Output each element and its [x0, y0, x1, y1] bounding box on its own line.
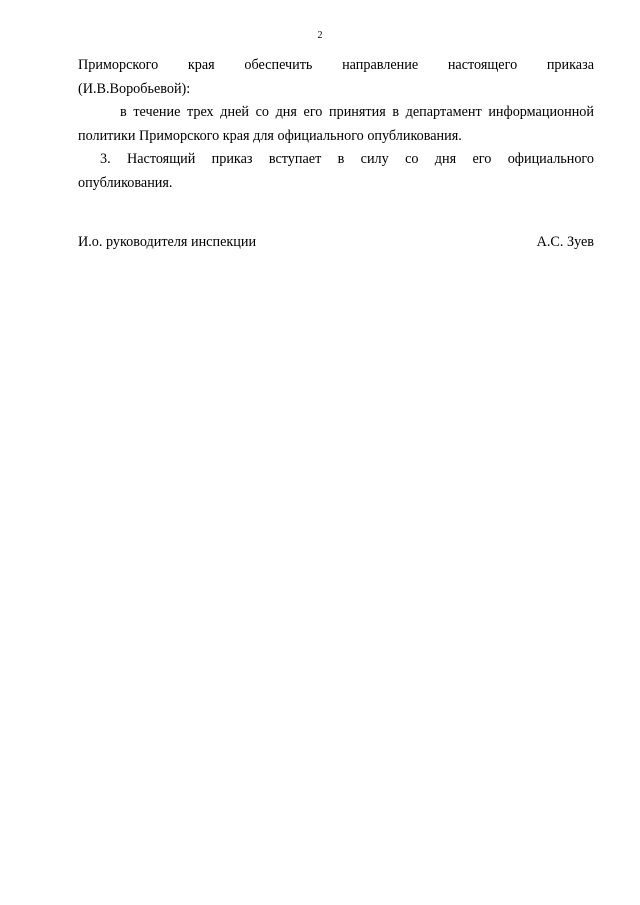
text-line: политики Приморского края для официального опубликования.	[78, 127, 462, 144]
text-line: опубликования.	[78, 174, 173, 191]
signatory-position: И.о. руководителя инспекции	[78, 234, 257, 250]
signature-block	[78, 231, 594, 255]
text-line: (И.В.Воробьевой):	[78, 80, 191, 97]
text-line: Приморского края обеспечить направление настоящего приказа	[78, 57, 594, 73]
paragraph-item-3	[78, 148, 594, 195]
paragraph-responsible	[78, 54, 594, 101]
page-number: 2	[317, 30, 323, 41]
signatory-name: А.С. Зуев	[536, 234, 594, 250]
paragraph-publication-term	[78, 101, 594, 148]
text-line: 3. Настоящий приказ вступает в силу со дня его официального	[100, 151, 594, 167]
document-body	[78, 54, 594, 195]
text-line: в течение трех дней со дня его принятия в департамент информационной	[120, 104, 594, 120]
